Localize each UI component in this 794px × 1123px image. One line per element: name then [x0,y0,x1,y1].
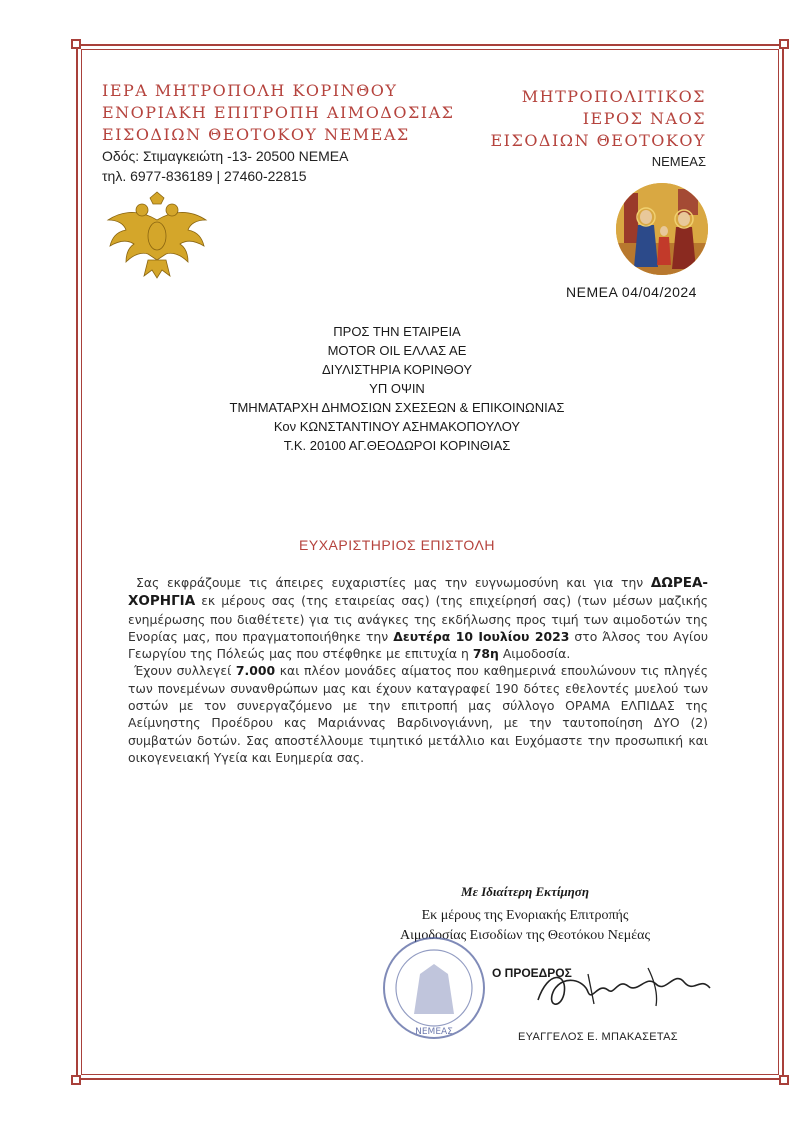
signature [528,960,718,1020]
letter-date: ΝΕΜΕΑ 04/04/2024 [566,284,697,300]
recipient-line: Κον ΚΩΝΣΤΑΝΤΙΝΟΥ ΑΣΗΜΑΚΟΠΟΥΛΟΥ [273,419,521,434]
body-emphasis: 78η [472,646,499,662]
body-emphasis: Δευτέρα 10 Ιουλίου 2023 [393,628,570,644]
double-headed-eagle-icon [104,190,210,280]
sender-line-1: ΙΕΡΑ ΜΗΤΡΟΠΟΛΗ ΚΟΡΙΝΘΟΥ [102,81,398,100]
closing-line-2: Αιμοδοσίας Εισοδίων της Θεοτόκου Νεμέας [400,928,650,943]
church-line-1: ΜΗΤΡΟΠΟΛΙΤΙΚΟΣ [521,87,706,106]
body-text: Έχουν συλλεγεί [134,663,236,679]
recipient-line: ΠΡΟΣ ΤΗΝ ΕΤΑΙΡΕΙΑ [333,324,461,339]
closing-line-1: Εκ μέρους της Ενοριακής Επιτροπής [421,908,629,923]
body-paragraph-2 [128,662,708,766]
church-line-2: ΙΕΡΟΣ ΝΑΟΣ [582,109,706,128]
sender-header [102,80,454,186]
body-text: εκ μέρους σας (της εταιρείας σας) (της επιχείρησή σας) (των μέσων μαζικής ενημέρωσης που διαθέτετε) για τις ανάγκες της εκδήλωσης προς τιμή των αιμοδοτών της Ενορίας μας, που πραγματοποιήθηκε την [128,593,708,644]
recipient-line: ΥΠ ΟΨΙΝ [369,381,425,396]
body-text: Σας εκφράζουμε τις άπειρες ευχαριστίες μας την ευγνωμοσύνη και για την [136,575,651,590]
letter-body [128,574,708,766]
sender-address: Οδός: Στιμαγκειώτη -13- 20500 ΝΕΜΕΑ [102,148,349,164]
body-text: και πλέον μονάδες αίματος που καθημερινά επουλώνουν τις πληγές των πονεμένων συνανθρώπων μας και έχουν καταγραφεί 190 δότες εθελοντές μυελού των οστών με τον συνεργαζόμενο με την επιτροπή μας σύλλογο ΟΡΑΜΑ ΕΛΠΙΔΑΣ της Αείμνηστης Προέδρου κας Μαριάννας Βαρδινογιάννη, με την ταυτοποίηση ΔΥΟ (2) συμβατών δοτών. Σας αποστέλλουμε τιμητικό μετάλλιο και Ευχόμαστε την προσωπική και οικογενειακή Υγεία και Ευημερία σας. [128,663,708,765]
church-line-4: ΝΕΜΕΑΣ [651,154,706,169]
sender-phone: τηλ. 6977-836189 | 27460-22815 [102,168,307,184]
border-corner [71,39,81,49]
stamp-text: ΝΕΜΕΑΣ [415,1027,453,1037]
closing-regards: Με Ιδιαίτερη Εκτίμηση [461,884,589,899]
body-emphasis: 7.000 [235,663,276,679]
border-corner [71,1075,81,1085]
sender-line-3: ΕΙΣΟΔΙΩΝ ΘΕΟΤΟΚΟΥ ΝΕΜΕΑΣ [102,125,410,144]
church-line-3: ΕΙΣΟΔΙΩΝ ΘΕΟΤΟΚΟΥ [490,131,706,150]
recipient-block [0,322,794,455]
border-corner [779,1075,789,1085]
letter-subject: ΕΥΧΑΡΙΣΤΗΡΙΟΣ ΕΠΙΣΤΟΛΗ [299,537,495,553]
sender-line-2: ΕΝΟΡΙΑΚΗ ΕΠΙΤΡΟΠΗ ΑΙΜΟΔΟΣΙΑΣ [102,103,455,122]
border-corner [779,39,789,49]
president-name: ΕΥΑΓΓΕΛΟΣ Ε. ΜΠΑΚΑΣΕΤΑΣ [518,1031,678,1043]
parish-stamp [380,934,488,1042]
body-text: στο Άλσος του Αγίου Γεωργίου της Πόλεώς μας που στέφθηκε με επιτυχία η [128,628,709,662]
church-header [491,86,707,169]
recipient-line: Τ.Κ. 20100 ΑΓ.ΘΕΟΔΩΡΟΙ ΚΟΡΙΝΘΙΑΣ [283,438,511,453]
recipient-line: ΔΙΥΛΙΣΤΗΡΙΑ ΚΟΡΙΝΘΟΥ [321,362,473,377]
body-text: Αιμοδοσία. [498,646,571,662]
body-emphasis: ΔΩΡΕΑ-ΧΟΡΗΓΙΑ [128,575,708,610]
recipient-line: MOTOR OIL ΕΛΛΑΣ ΑΕ [327,343,467,358]
president-title: Ο ΠΡΟΕΔΡΟΣ [492,966,572,980]
body-paragraph-1 [128,574,708,662]
theotokos-icon [616,183,708,275]
recipient-line: ΤΜΗΜΑΤΑΡΧΗ ΔΗΜΟΣΙΩΝ ΣΧΕΣΕΩΝ & ΕΠΙΚΟΙΝΩΝΙΑΣ [229,400,565,415]
